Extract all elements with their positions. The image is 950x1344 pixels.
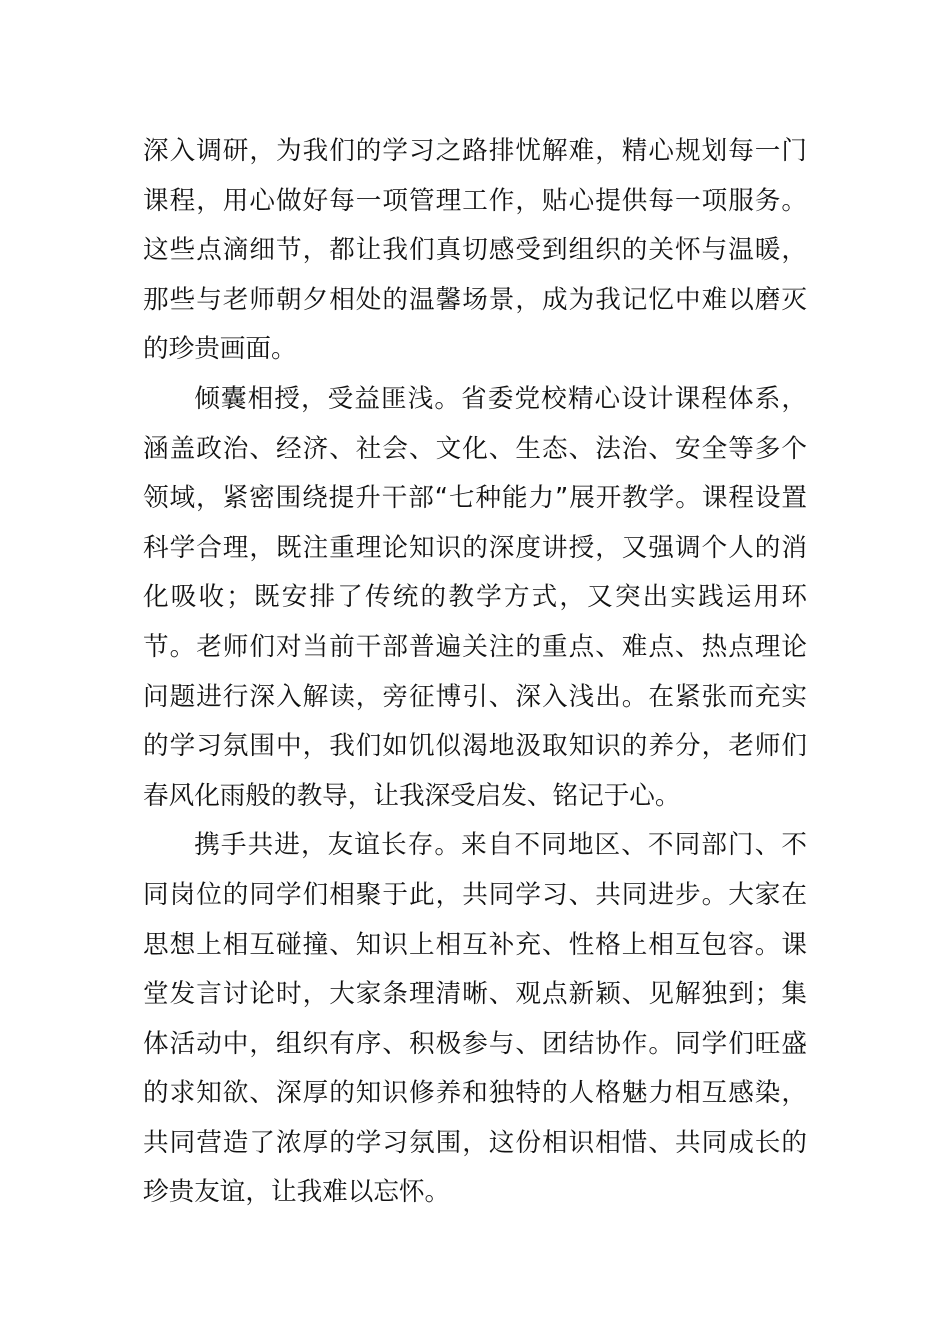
paragraph-friendship: 携手共进，友谊长存。来自不同地区、不同部门、不同岗位的同学们相聚于此，共同学习、共同进步。大家在思想上相互碰撞、知识上相互补充、性格上相互包容。课堂发言讨论时，大家条理清晰、观点新颖、见解独到；集体活动中，组织有序、积极参与、团结协作。同学们旺盛的求知欲、深厚的知识修养和独特的人格魅力相互感染，共同营造了浓厚的学习氛围，这份相识相惜、共同成长的珍贵友谊，让我难以忘怀。: [143, 830, 807, 1208]
paragraph-continuation: 深入调研，为我们的学习之路排忧解难，精心规划每一门课程，用心做好每一项管理工作，贴心提供每一项服务。这些点滴细节，都让我们真切感受到组织的关怀与温暖，那些与老师朝夕相处的温馨场景，成为我记忆中难以磨灭的珍贵画面。: [143, 136, 807, 365]
document-body: [143, 127, 807, 1218]
paragraph-teaching: 倾囊相授，受益匪浅。省委党校精心设计课程体系，涵盖政治、经济、社会、文化、生态、法治、安全等多个领域，紧密围绕提升干部“七种能力”展开教学。课程设置科学合理，既注重理论知识的深度讲授，又强调个人的消化吸收；既安排了传统的教学方式，又突出实践运用环节。老师们对当前干部普遍关注的重点、难点、热点理论问题进行深入解读，旁征博引、深入浅出。在紧张而充实的学习氛围中，我们如饥似渴地汲取知识的养分，老师们春风化雨般的教导，让我深受启发、铭记于心。: [143, 383, 807, 811]
